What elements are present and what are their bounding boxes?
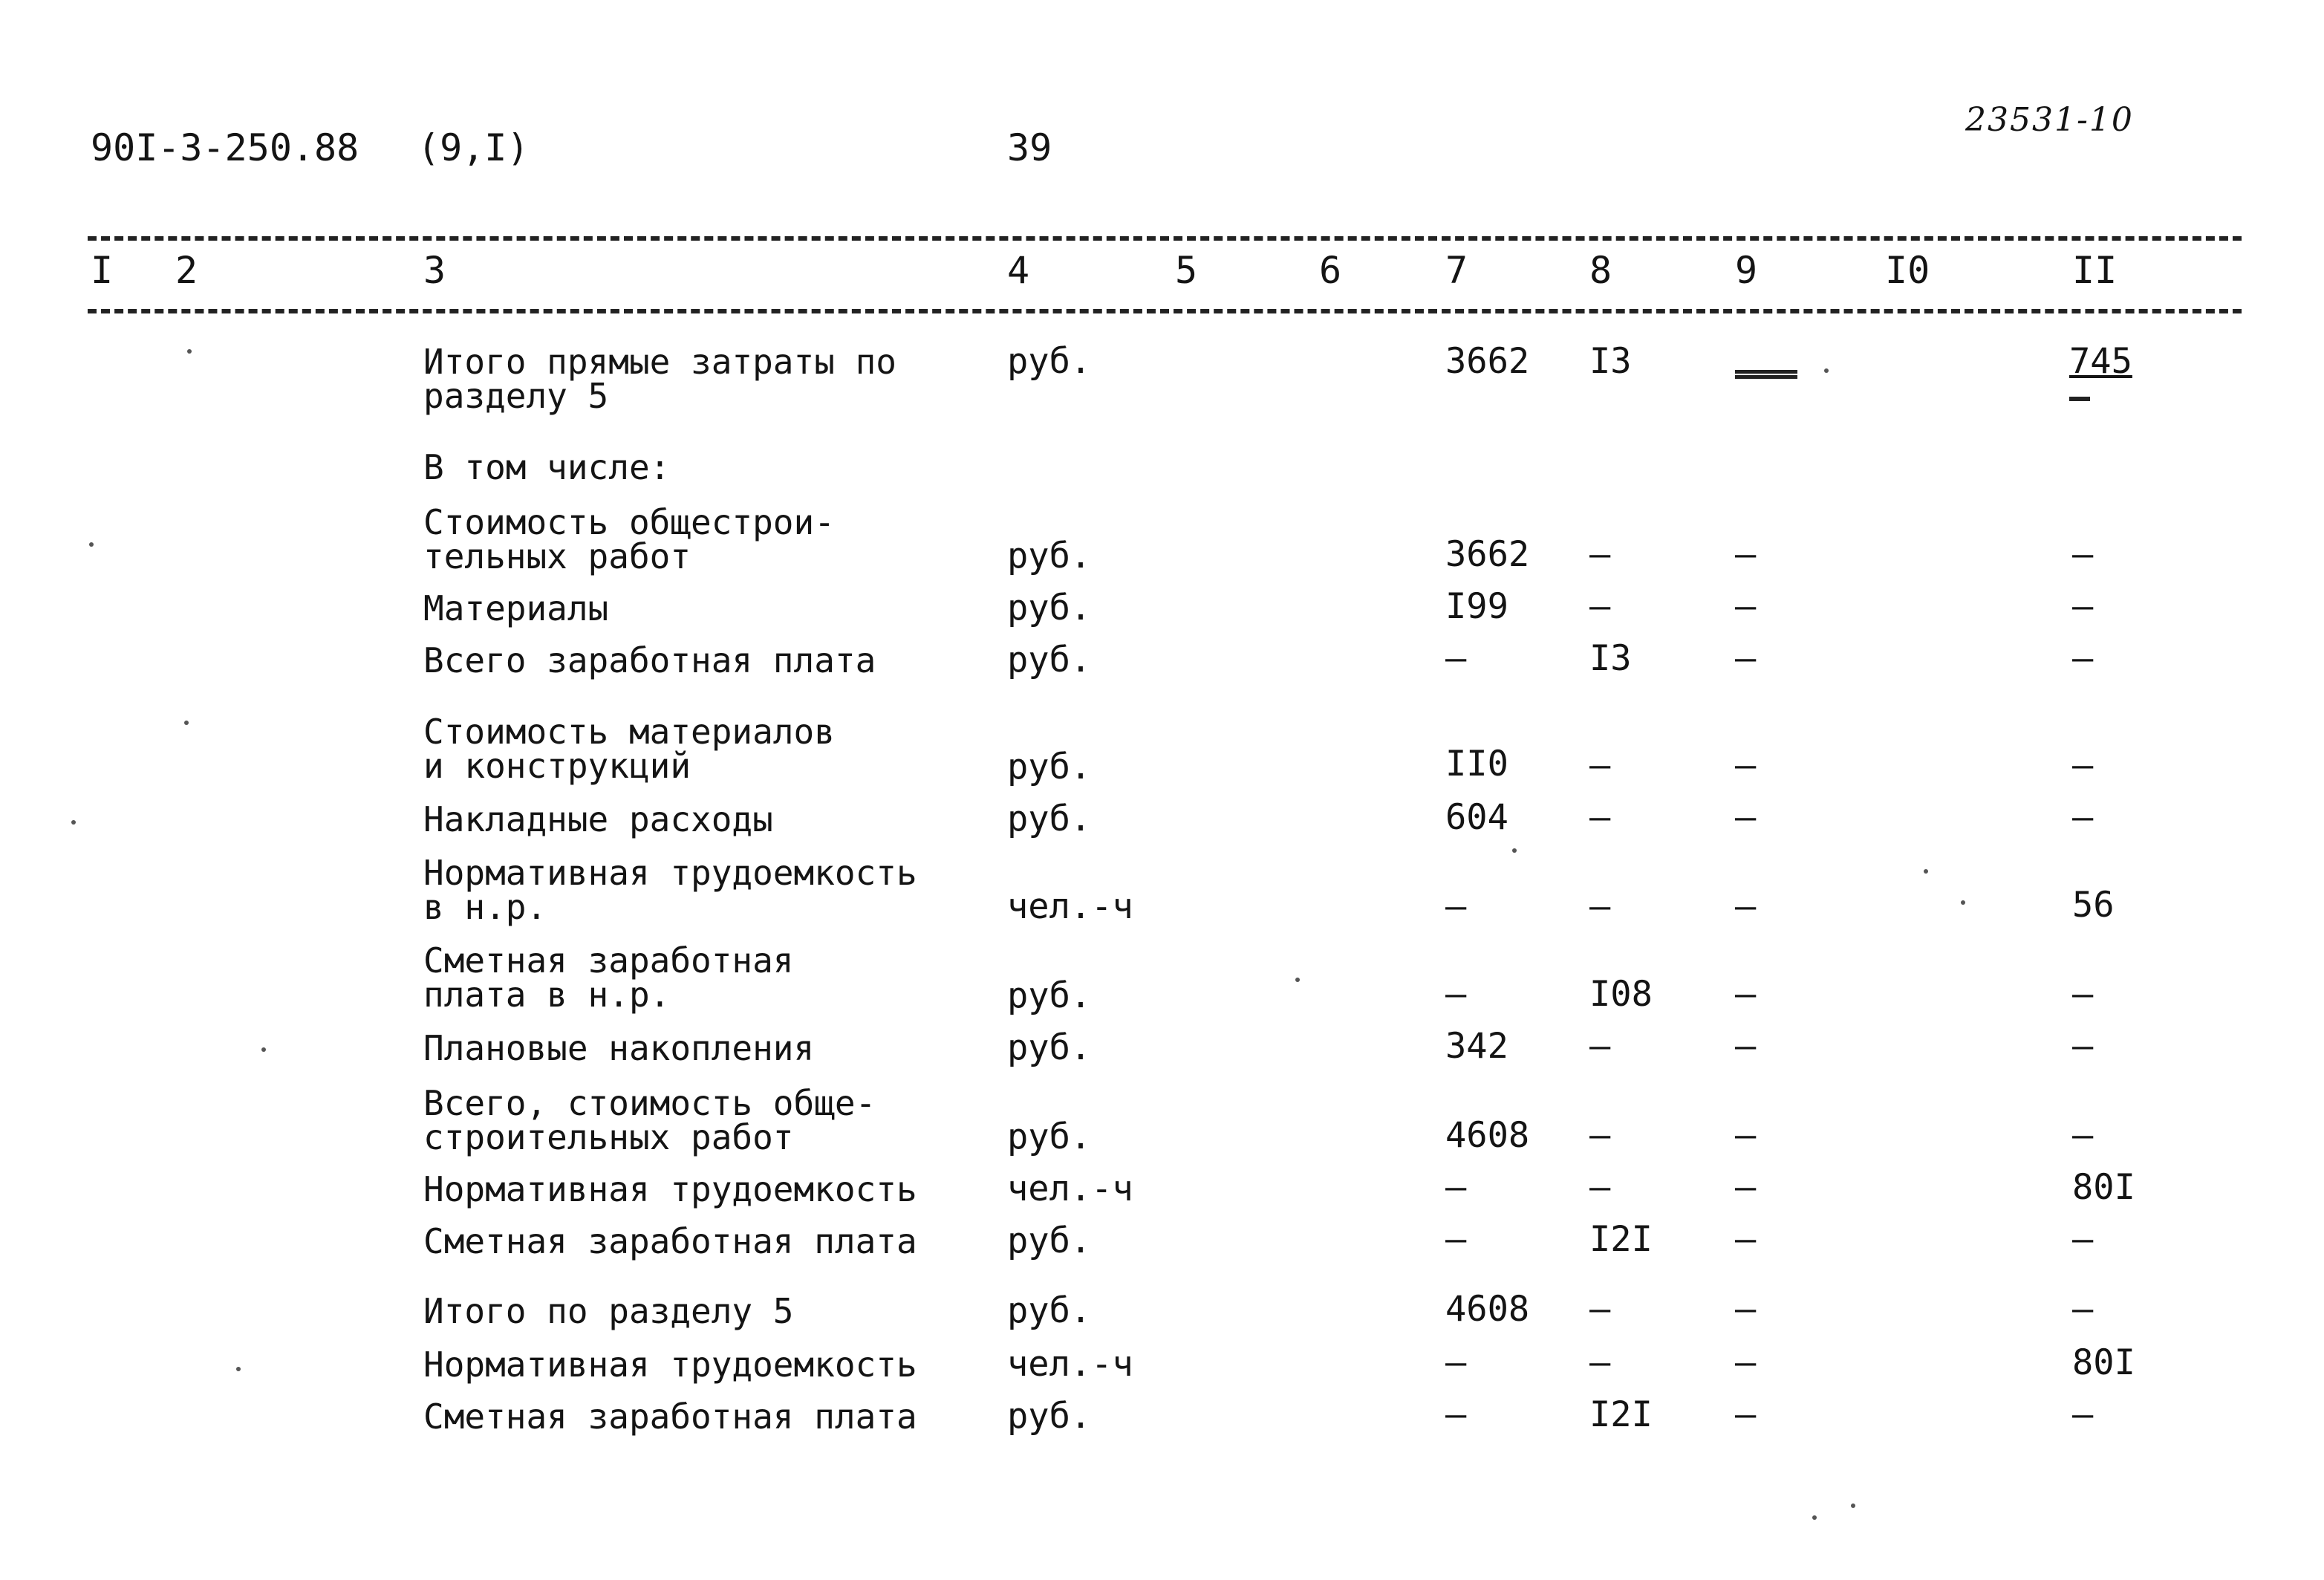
scan-speck [1295, 978, 1300, 982]
row-general-construction-label: Стоимость общестрои- тельных работ [423, 502, 835, 576]
row-estimated-wages-col7: – [1445, 1219, 1467, 1260]
column-header-5: 5 [1175, 249, 1198, 292]
row-standard-labor-col8: – [1589, 1167, 1611, 1208]
row-overhead-col11: – [2072, 797, 2094, 838]
row-overhead-col8: – [1589, 797, 1611, 838]
row-total-direct-costs-col11-mark [2069, 397, 2090, 401]
column-header-8: 8 [1589, 249, 1612, 292]
row-labor-overhead-col7: – [1445, 886, 1467, 927]
row-section-total-label: Итого по разделу 5 [423, 1291, 794, 1331]
row-planned-savings-col9: – [1735, 1026, 1757, 1067]
scan-speck [1851, 1503, 1855, 1508]
row-general-construction-unit: руб. [1007, 536, 1092, 576]
header-top-rule [88, 236, 2242, 241]
row-labor-overhead-label: Нормативная трудоемкость в н.р. [423, 853, 917, 927]
row-section-total-col8: – [1589, 1289, 1611, 1330]
inventory-number: 23531-10 [1965, 101, 2134, 139]
header-bottom-rule [88, 309, 2242, 313]
scan-speck [1824, 368, 1829, 373]
row-section-standard-labor-col8: – [1589, 1342, 1611, 1383]
row-materials-structures-col11: – [2072, 745, 2094, 786]
row-planned-savings-col7: 342 [1445, 1026, 1508, 1067]
scan-speck [184, 721, 189, 725]
row-section-estimated-wages-col11: – [2072, 1394, 2094, 1435]
scan-speck [187, 349, 192, 354]
row-section-total-unit: руб. [1007, 1290, 1092, 1331]
row-labor-overhead-col8: – [1589, 886, 1611, 927]
column-header-2: 2 [175, 249, 198, 292]
row-materials-label: Материалы [423, 588, 609, 628]
row-planned-savings-col11: – [2072, 1026, 2094, 1067]
column-header-4: 4 [1007, 249, 1030, 292]
row-materials-unit: руб. [1007, 588, 1092, 628]
row-materials-structures-col9: – [1735, 745, 1757, 786]
row-section-estimated-wages-col8: I2I [1589, 1394, 1653, 1435]
row-total-general-construction-col8: – [1589, 1115, 1611, 1156]
row-standard-labor-unit: чел.-ч [1007, 1168, 1133, 1209]
row-estimated-wages-overhead-col7: – [1445, 974, 1467, 1015]
page-number: 39 [1007, 126, 1052, 169]
column-header-10: I0 [1885, 249, 1930, 292]
row-total-wages-col7: – [1445, 638, 1467, 679]
row-section-standard-labor-label: Нормативная трудоемкость [423, 1345, 917, 1385]
column-header-6: 6 [1319, 249, 1342, 292]
row-section-standard-labor-unit: чел.-ч [1007, 1344, 1133, 1385]
row-estimated-wages-col11: – [2072, 1219, 2094, 1260]
row-total-wages-col8: I3 [1589, 638, 1632, 679]
row-estimated-wages-label: Сметная заработная плата [423, 1221, 917, 1261]
row-section-estimated-wages-col9: – [1735, 1394, 1757, 1435]
scan-speck [1812, 1515, 1817, 1520]
row-estimated-wages-unit: руб. [1007, 1220, 1092, 1261]
column-header-7: 7 [1445, 249, 1468, 292]
row-section-standard-labor-col11: 80I [2072, 1342, 2135, 1383]
row-estimated-wages-overhead-col8: I08 [1589, 974, 1653, 1015]
row-overhead-label: Накладные расходы [423, 799, 773, 839]
row-estimated-wages-col8: I2I [1589, 1219, 1653, 1260]
row-standard-labor-label: Нормативная трудоемкость [423, 1169, 917, 1209]
row-total-wages-col11: – [2072, 638, 2094, 679]
row-section-estimated-wages-unit: руб. [1007, 1396, 1092, 1437]
scan-speck [1961, 900, 1965, 905]
row-general-construction-col9: – [1735, 534, 1757, 575]
row-standard-labor-col11: 80I [2072, 1167, 2135, 1208]
row-estimated-wages-overhead-label: Сметная заработная плата в н.р. [423, 940, 794, 1015]
scan-speck [236, 1367, 241, 1371]
row-materials-structures-unit: руб. [1007, 747, 1092, 787]
row-general-construction-col11: – [2072, 534, 2094, 575]
row-overhead-col9: – [1735, 797, 1757, 838]
row-section-standard-labor-col9: – [1735, 1342, 1757, 1383]
column-header-3: 3 [423, 249, 446, 292]
row-section-estimated-wages-label: Сметная заработная плата [423, 1397, 917, 1437]
row-estimated-wages-col9: – [1735, 1219, 1757, 1260]
row-general-construction-col8: – [1589, 534, 1611, 575]
row-total-general-construction-col7: 4608 [1445, 1115, 1530, 1156]
row-section-total-col9: – [1735, 1289, 1757, 1330]
row-materials-structures-label: Стоимость материалов и конструкций [423, 712, 835, 786]
row-standard-labor-col7: – [1445, 1167, 1467, 1208]
section-number: (9,I) [417, 126, 530, 169]
row-section-estimated-wages-col7: – [1445, 1394, 1467, 1435]
row-standard-labor-col9: – [1735, 1167, 1757, 1208]
row-materials-structures-col7: II0 [1445, 744, 1508, 784]
row-total-direct-costs-label: Итого прямые затраты по разделу 5 [423, 342, 896, 416]
row-total-general-construction-col9: – [1735, 1115, 1757, 1156]
row-materials-col8: – [1589, 586, 1611, 627]
column-header-11: II [2072, 249, 2118, 292]
row-total-direct-costs-unit: руб. [1007, 341, 1092, 382]
scan-speck [71, 820, 76, 825]
row-total-general-construction-label: Всего, стоимость обще- строительных работ [423, 1083, 876, 1157]
row-total-wages-col9: – [1735, 638, 1757, 679]
column-header-1: I [91, 249, 114, 292]
row-overhead-unit: руб. [1007, 799, 1092, 839]
row-overhead-col7: 604 [1445, 797, 1508, 838]
scan-speck [1924, 869, 1928, 874]
row-materials-structures-col8: – [1589, 745, 1611, 786]
row-labor-overhead-unit: чел.-ч [1007, 886, 1133, 927]
row-planned-savings-col8: – [1589, 1026, 1611, 1067]
row-total-direct-costs-col8: I3 [1589, 341, 1632, 382]
row-estimated-wages-overhead-unit: руб. [1007, 975, 1092, 1016]
row-total-wages-unit: руб. [1007, 640, 1092, 680]
scan-speck [1512, 848, 1517, 853]
column-header-9: 9 [1735, 249, 1758, 292]
row-estimated-wages-overhead-col9: – [1735, 974, 1757, 1015]
row-total-direct-costs-col11: 745 [2069, 341, 2132, 382]
row-materials-col11: – [2072, 586, 2094, 627]
row-total-general-construction-col11: – [2072, 1115, 2094, 1156]
document-code: 90I-3-250.88 [91, 126, 359, 169]
row-materials-col9: – [1735, 586, 1757, 627]
row-total-direct-costs-col9 [1735, 343, 1736, 344]
scan-speck [261, 1047, 266, 1052]
row-section-standard-labor-col7: – [1445, 1342, 1467, 1383]
row-total-wages-label: Всего заработная плата [423, 640, 876, 680]
row-labor-overhead-col11: 56 [2072, 885, 2115, 926]
row-including-label: В том числе: [423, 447, 671, 487]
row-estimated-wages-overhead-col11: – [2072, 974, 2094, 1015]
row-section-total-col7: 4608 [1445, 1289, 1530, 1330]
row-total-direct-costs-col9-mark [1735, 370, 1797, 379]
row-total-direct-costs-col7: 3662 [1445, 341, 1530, 382]
row-materials-col7: I99 [1445, 586, 1508, 627]
row-labor-overhead-col9: – [1735, 886, 1757, 927]
scan-speck [89, 542, 94, 547]
row-total-general-construction-unit: руб. [1007, 1116, 1092, 1157]
row-planned-savings-label: Плановые накопления [423, 1028, 815, 1068]
row-planned-savings-unit: руб. [1007, 1027, 1092, 1068]
row-general-construction-col7: 3662 [1445, 534, 1530, 575]
row-section-total-col11: – [2072, 1289, 2094, 1330]
